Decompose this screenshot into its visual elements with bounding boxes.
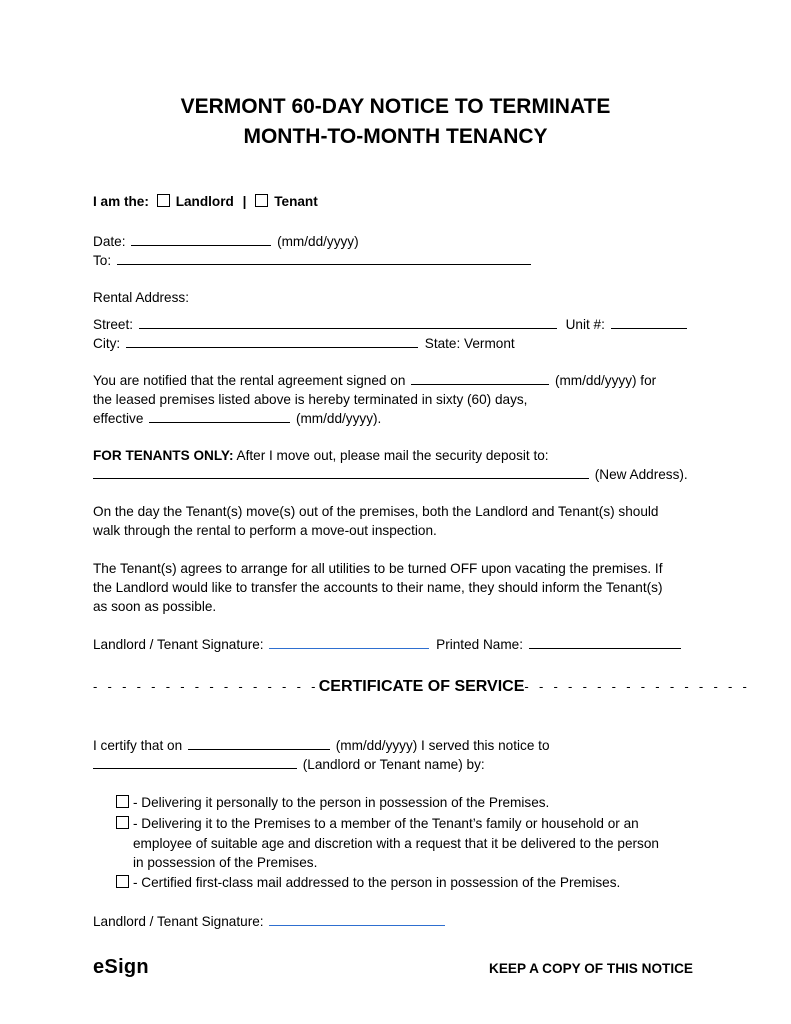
title-line-2: MONTH-TO-MONTH TENANCY [243, 125, 548, 148]
service-option-text: - Delivering it personally to the person in possession of the Premises. [133, 795, 550, 810]
service-date-field[interactable] [188, 737, 330, 750]
tenant-label: Tenant [274, 194, 318, 209]
utilities-line-2: the Landlord would like to transfer the accounts to their name, they should inform the Tenant(s) [93, 580, 663, 595]
signed-date-field[interactable] [411, 372, 549, 385]
notice-line-3 [93, 409, 381, 428]
right-dashes: - - - - - - - - - - - - - - - - [524, 679, 751, 694]
certificate-signature-label: Landlord / Tenant Signature: [93, 914, 264, 929]
notice-text-1b: (mm/dd/yyyy) for [554, 373, 657, 388]
personal-delivery-checkbox[interactable] [116, 795, 129, 808]
certify-line-1 [93, 736, 550, 755]
tenant-checkbox[interactable] [255, 194, 268, 207]
certificate-heading-row [93, 676, 751, 698]
notice-text-1a: You are notified that the rental agreement signed on [93, 373, 406, 388]
keep-copy-notice: KEEP A COPY OF THIS NOTICE [489, 961, 693, 976]
street-row [93, 315, 689, 334]
certified-mail-checkbox[interactable] [116, 875, 129, 888]
title-line-1: VERMONT 60-DAY NOTICE TO TERMINATE [180, 95, 611, 118]
party-selector [93, 192, 318, 211]
new-address-field[interactable] [93, 466, 589, 479]
premises-delivery-checkbox[interactable] [116, 816, 129, 829]
served-to-label: (Landlord or Tenant name) by: [302, 757, 485, 772]
service-option-text: - Certified first-class mail addressed to the person in possession of the Premises. [133, 875, 621, 890]
left-dashes: - - - - - - - - - - - - - - - - [93, 679, 319, 694]
new-address-row [91, 465, 688, 484]
party-separator: | [242, 194, 247, 209]
notice-line-2: the leased premises listed above is hereby terminated in sixty (60) days, [93, 392, 528, 407]
city-row [93, 334, 515, 353]
inspection-line-1: On the day the Tenant(s) move(s) out of the premises, both the Landlord and Tenant(s) should [93, 504, 659, 519]
printed-name-label: Printed Name: [436, 637, 524, 652]
signature-row [93, 635, 683, 654]
service-option-premises [116, 814, 661, 873]
tenants-only-bold: FOR TENANTS ONLY: [93, 448, 234, 463]
notice-text-3b: (mm/dd/yyyy). [295, 411, 382, 426]
printed-name-field[interactable] [529, 636, 681, 649]
date-hint: (mm/dd/yyyy) [277, 234, 359, 249]
certify-text-a: I certify that on [93, 738, 183, 753]
certify-line-2 [91, 755, 485, 774]
signature-label: Landlord / Tenant Signature: [93, 637, 264, 652]
utilities-line-3: as soon as possible. [93, 599, 217, 614]
street-field[interactable] [139, 316, 557, 329]
city-field[interactable] [126, 335, 418, 348]
tenants-only-text: After I move out, please mail the security deposit to: [236, 448, 549, 463]
service-option-text: - Delivering it to the Premises to a member of the Tenant’s family or household or an employee of suitable age and discretion with a request that it be delivered to the person in possession of the Premises. [133, 816, 659, 870]
esign-logo: eSign [93, 956, 149, 978]
street-label: Street: [93, 317, 134, 332]
certificate-heading: CERTIFICATE OF SERVICE [318, 678, 525, 695]
rental-address-heading: Rental Address: [93, 290, 189, 305]
effective-date-field[interactable] [149, 410, 290, 423]
service-option-personal [116, 793, 673, 813]
certificate-signature-row [93, 912, 447, 931]
date-row [93, 232, 359, 251]
utilities-line-1: The Tenant(s) agrees to arrange for all utilities to be turned OFF upon vacating the premises. If [93, 561, 663, 576]
inspection-line-2: walk through the rental to perform a move-out inspection. [93, 523, 437, 538]
state-text: State: Vermont [424, 336, 515, 351]
unit-field[interactable] [611, 316, 687, 329]
unit-label: Unit #: [565, 317, 605, 332]
notice-line-1 [93, 371, 656, 390]
to-label: To: [93, 253, 112, 268]
new-address-label: (New Address). [594, 467, 688, 482]
to-row [93, 251, 533, 270]
city-label: City: [93, 336, 121, 351]
date-label: Date: [93, 234, 126, 249]
notice-text-3a: effective [93, 411, 144, 426]
certificate-signature-field[interactable] [269, 913, 445, 926]
date-field[interactable] [131, 233, 271, 246]
tenants-only-line [93, 446, 549, 465]
landlord-label: Landlord [175, 194, 234, 209]
landlord-checkbox[interactable] [157, 194, 170, 207]
to-field[interactable] [117, 252, 531, 265]
party-label: I am the: [93, 194, 149, 209]
signature-field[interactable] [269, 636, 429, 649]
served-name-field[interactable] [93, 756, 297, 769]
certify-text-b: (mm/dd/yyyy) I served this notice to [335, 738, 550, 753]
service-option-mail [116, 873, 673, 893]
